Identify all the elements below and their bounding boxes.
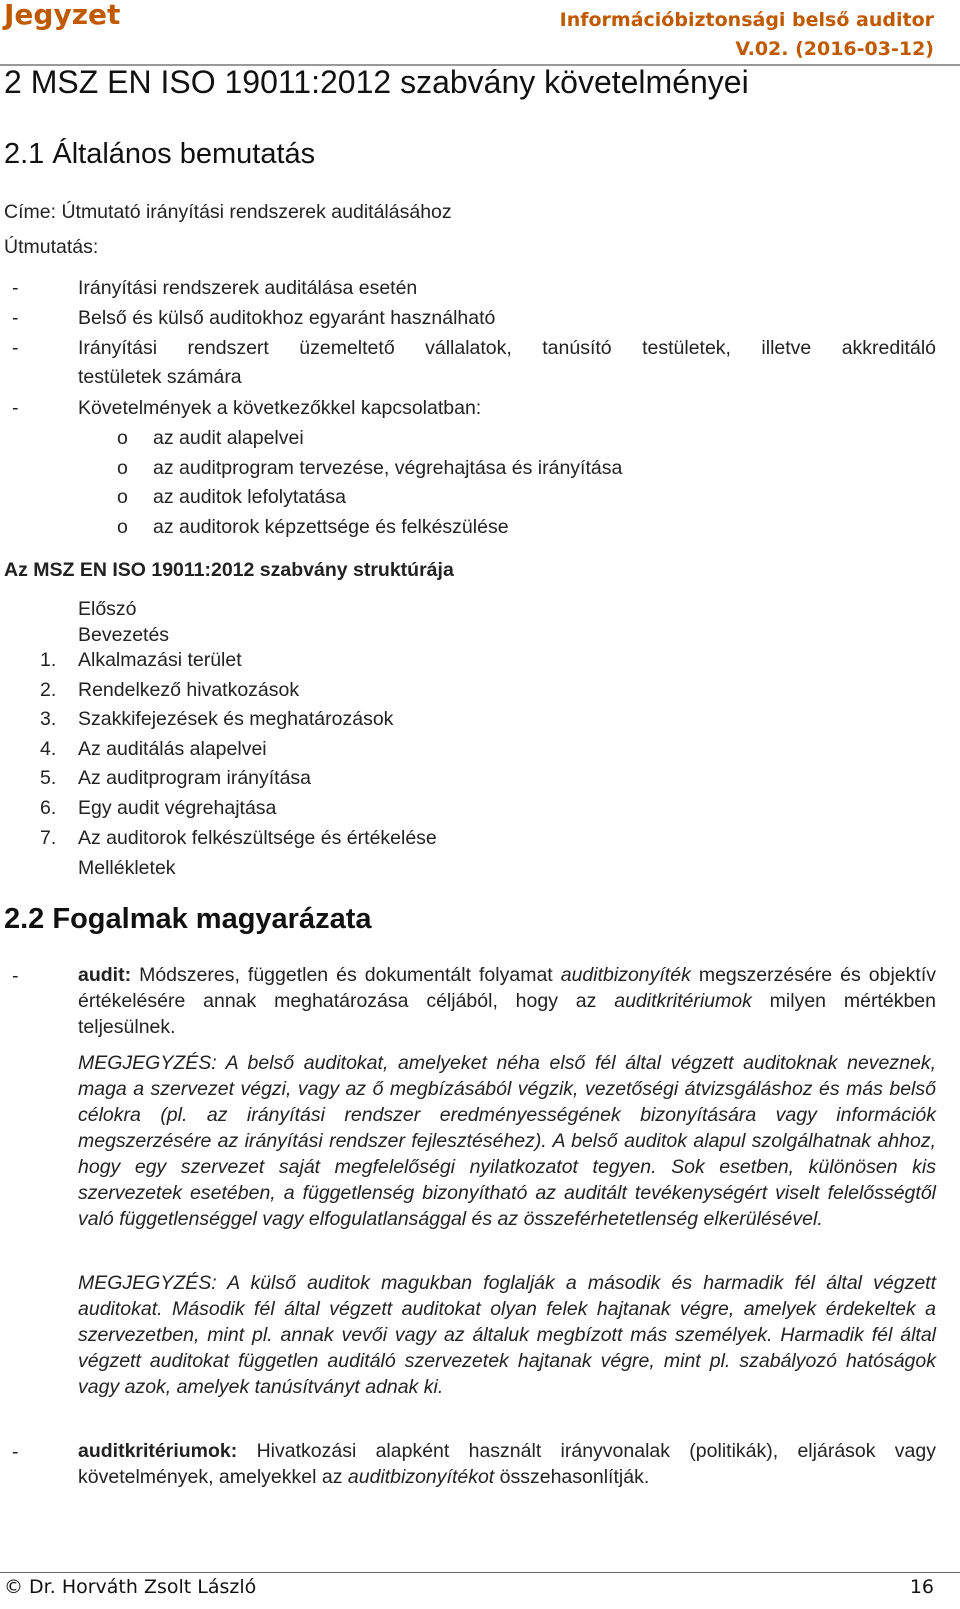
definition-text: milyen mértékben teljesülnek. bbox=[78, 990, 936, 1038]
structure-item: Egy audit végrehajtása bbox=[78, 797, 277, 819]
header-course-title: Információbiztonsági belső auditor bbox=[559, 9, 934, 31]
footer-divider bbox=[0, 1572, 960, 1573]
title-value: Útmutató irányítási rendszerek auditálásához bbox=[61, 201, 452, 223]
list-item: Követelmények a következőkkel kapcsolatban: bbox=[78, 397, 482, 419]
structure-item: Az auditprogram irányítása bbox=[78, 767, 312, 789]
sub-list-item: az auditorok képzettsége és felkészülése bbox=[153, 516, 509, 538]
structure-item: Rendelkező hivatkozások bbox=[78, 679, 300, 701]
header-course-info bbox=[560, 6, 934, 64]
sub-list-item: az auditprogram tervezése, végrehajtása és irányítása bbox=[153, 457, 623, 479]
definition-audit-criteria bbox=[78, 1438, 936, 1490]
guidance-label: Útmutatás: bbox=[4, 236, 99, 258]
structure-num: 3. bbox=[40, 708, 57, 730]
structure-item: Az auditálás alapelvei bbox=[78, 738, 267, 760]
structure-num: 6. bbox=[40, 797, 57, 819]
structure-num: 2. bbox=[40, 679, 57, 701]
bullet-marker: o bbox=[117, 457, 128, 479]
title-label: Címe: bbox=[4, 201, 57, 223]
dash-marker: - bbox=[12, 397, 19, 419]
dash-marker: - bbox=[12, 337, 19, 359]
dash-marker: - bbox=[12, 277, 19, 299]
term-audit: audit: bbox=[78, 964, 132, 986]
dash-marker: - bbox=[12, 1441, 19, 1463]
section-title-2-1: 2.1 Általános bemutatás bbox=[4, 138, 316, 170]
definition-text: megszerzésére és objektív értékelésére annak meghatározása céljából, hogy az bbox=[78, 964, 936, 1012]
definition-audit bbox=[78, 962, 936, 1040]
footer-author: © Dr. Horváth Zsolt László bbox=[4, 1576, 257, 1598]
list-item: Irányítási rendszert üzemeltető vállalatok, tanúsító testületek, illetve akkreditáló bbox=[78, 337, 936, 359]
term-reference: auditbizonyíték bbox=[560, 964, 691, 986]
note-internal-audits: MEGJEGYZÉS: A belső auditokat, amelyeket néha első fél által végzett auditoknak neveznek, maga a szervezet végzi, vagy az ő megbízásából végzik, vezetőségi átvizsgáláshoz és más belső célokra (pl. az irányítási rendszer eredményességének bizonyítására vagy információk megszerzésére az irányítási rendszer fejlesztéséhez). A belső auditok alapul szolgálhatnak ahhoz, hogy egy szervezet saját megfelelőségi nyilatkozatot tegyen. Sok esetben, különösen kis szervezetek esetében, a függetlenség bizonyítható az auditált tevékenységért viselt felelősségtől való függetlenséggel vagy elfogulatlansággal és az összeférhetetlenség elkerülésével. bbox=[78, 1052, 936, 1230]
structure-item: Az auditorok felkészültsége és értékelése bbox=[78, 827, 437, 849]
list-item: Belső és külső auditokhoz egyaránt használható bbox=[78, 307, 496, 329]
bullet-marker: o bbox=[117, 486, 128, 508]
chapter-title: 2 MSZ EN ISO 19011:2012 szabvány követelményei bbox=[4, 64, 749, 100]
definition-text: Módszeres, független és dokumentált folyamat bbox=[131, 964, 561, 986]
bullet-marker: o bbox=[117, 516, 128, 538]
list-item: Irányítási rendszerek auditálása esetén bbox=[78, 277, 418, 299]
sub-list-item: az auditok lefolytatása bbox=[153, 486, 346, 508]
structure-item: Szakkifejezések és meghatározások bbox=[78, 708, 394, 730]
bullet-marker: o bbox=[117, 427, 128, 449]
structure-title: Az MSZ EN ISO 19011:2012 szabvány struktúrája bbox=[4, 559, 454, 581]
structure-item: Alkalmazási terület bbox=[78, 649, 242, 671]
structure-item-introduction: Bevezetés bbox=[78, 624, 170, 646]
definition-text: összehasonlítják. bbox=[494, 1466, 650, 1488]
dash-marker: - bbox=[12, 307, 19, 329]
dash-marker: - bbox=[12, 965, 19, 987]
note-external-audits: MEGJEGYZÉS: A külső auditok magukban foglalják a második és harmadik fél által végzett auditokat. Második fél által végzett auditokat olyan felek hajtanak végre, amelyek érdekeltek a szervezetben, mint pl. annak vevői vagy az általuk megbízott más személyek. Harmadik fél által végzett auditokat független auditáló szervezetek hajtanak végre, mint pl. szabályozó hatóságok vagy azok, amelyek tanúsítványt adnak ki. bbox=[78, 1272, 936, 1398]
definition-text: Hivatkozási alapként használt irányvonalak (politikák), eljárások vagy követelmények, amelyekkel az bbox=[78, 1440, 936, 1488]
sub-list-item: az audit alapelvei bbox=[153, 427, 304, 449]
page-number: 16 bbox=[909, 1576, 934, 1598]
structure-num: 5. bbox=[40, 767, 57, 789]
structure-num: 1. bbox=[40, 649, 57, 671]
structure-num: 7. bbox=[40, 827, 57, 849]
section-title-2-2: 2.2 Fogalmak magyarázata bbox=[4, 903, 372, 935]
structure-item-foreword: Előszó bbox=[78, 598, 137, 620]
structure-num: 4. bbox=[40, 738, 57, 760]
header-version: V.02. (2016-03-12) bbox=[735, 38, 934, 60]
title-line bbox=[4, 201, 452, 224]
term-audit-criteria: auditkritériumok: bbox=[78, 1440, 238, 1462]
list-item-continuation: testületek számára bbox=[78, 366, 242, 388]
structure-item-annexes: Mellékletek bbox=[78, 857, 176, 879]
term-reference: auditkritériumok bbox=[614, 990, 752, 1012]
term-reference: auditbizonyítékot bbox=[347, 1466, 495, 1488]
header-document-label: Jegyzet bbox=[4, 0, 121, 31]
